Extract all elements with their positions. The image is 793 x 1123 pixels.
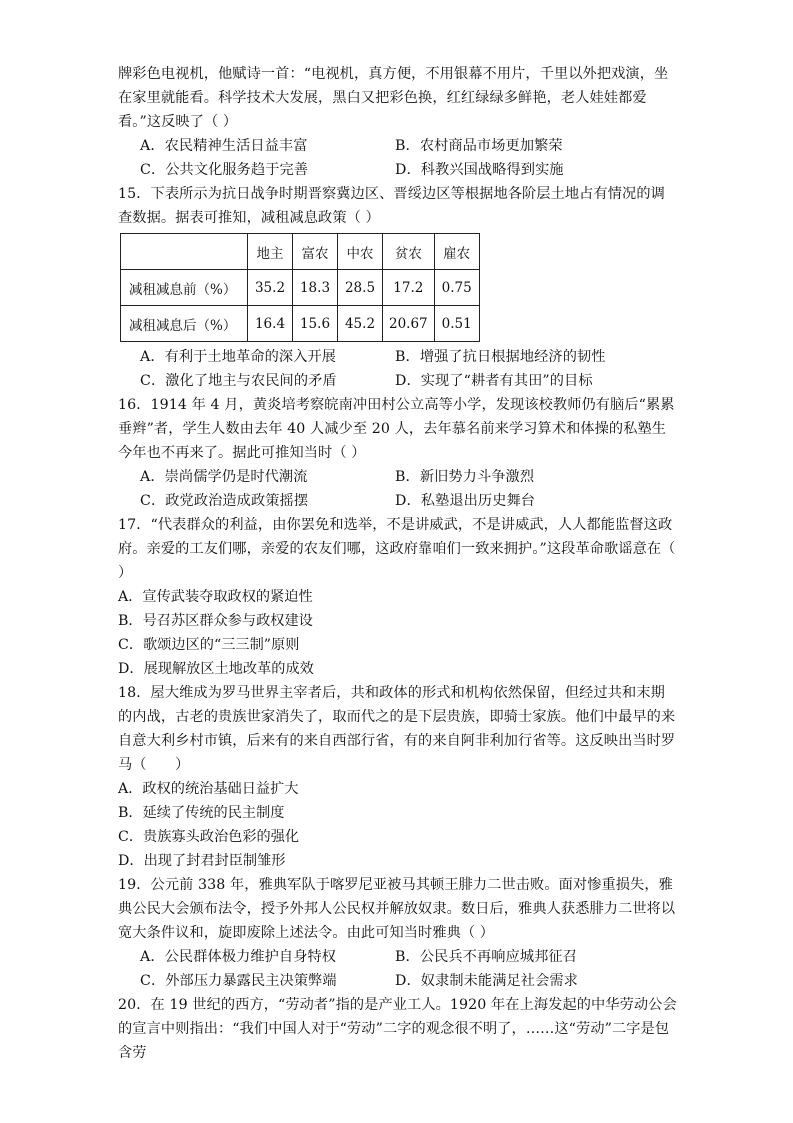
table-cell: 减租减息前（%）: [121, 270, 248, 306]
q16-option-b[interactable]: B．新旧势力斗争激烈: [395, 469, 535, 485]
q18-option-b[interactable]: B．延续了传统的民主制度: [118, 805, 285, 821]
q16-option-a[interactable]: A．崇尚儒学仍是时代潮流: [140, 469, 308, 485]
table-cell: 减租减息后（%）: [121, 306, 248, 342]
q14-option-a[interactable]: A．农民精神生活日益丰富: [140, 138, 308, 154]
table-cell: 45.2: [338, 306, 383, 342]
table-cell: 35.2: [248, 270, 293, 306]
table-cell: 28.5: [338, 270, 383, 306]
table-row: [121, 270, 480, 306]
table-header-cell: 中农: [338, 234, 383, 270]
table-header-cell: 地主: [248, 234, 293, 270]
q14-option-c[interactable]: C．公共文化服务趋于完善: [140, 162, 309, 178]
q17-option-b[interactable]: B．号召苏区群众参与政权建设: [118, 613, 313, 629]
q15-stem: 15．下表所示为抗日战争时期晋察冀边区、晋绥边区等根据地各阶层土地占有情况的调查数据。据表可推知，减租减息政策（ ）: [118, 186, 665, 226]
q14-options: [140, 134, 678, 182]
table-header-cell: 贫农: [383, 234, 435, 270]
q16-options: [140, 465, 678, 513]
q14-option-d[interactable]: D．科教兴国战略得到实施: [395, 162, 564, 178]
q16-stem: 16．1914 年 4 月，黄炎培考察皖南冲田村公立高等小学，发现该校教师仍有脑后“累累垂辫”者，学生人数由去年 40 人减少至 20 人，去年慕名前来学习算术和体操的私塾生今年也不再来了。据此可推知当时（ ）: [118, 397, 675, 461]
table-cell: 0.75: [434, 270, 479, 306]
q19-options: [140, 945, 678, 993]
q19-option-d[interactable]: D．奴隶制未能满足社会需求: [395, 973, 578, 989]
table-cell: 18.3: [293, 270, 338, 306]
q17-option-a[interactable]: A．宣传武装夺取政权的紧迫性: [118, 589, 313, 605]
table-cell: 16.4: [248, 306, 293, 342]
q18-option-d[interactable]: D．出现了封君封臣制雏形: [118, 853, 286, 869]
q16-option-c[interactable]: C．政党政治造成政策摇摆: [140, 493, 309, 509]
q17-option-c[interactable]: C．歌颂边区的“三三制”原则: [118, 637, 300, 653]
q17-option-d[interactable]: D．展现解放区土地改革的成效: [118, 661, 314, 677]
q18-option-a[interactable]: A．政权的统治基础日益扩大: [118, 781, 299, 797]
q19-stem: 19．公元前 338 年，雅典军队于喀罗尼亚被马其顿王腓力二世击败。面对惨重损失，雅典公民大会颁布法令，授予外邦人公民权并解放奴隶。数日后，雅典人获悉腓力二世将以宽大条件议和，旋即废除上述法令。由此可知当时雅典（ ）: [118, 877, 676, 941]
q19-option-b[interactable]: B．公民兵不再响应城邦征召: [395, 949, 577, 965]
q19-option-a[interactable]: A．公民群体极力维护自身特权: [140, 949, 337, 965]
q15-option-b[interactable]: B．增强了抗日根据地经济的韧性: [395, 349, 606, 365]
table-cell: 20.67: [383, 306, 435, 342]
q18-stem: 18．屋大维成为罗马世界主宰者后，共和政体的形式和机构依然保留，但经过共和末期的内战，古老的贵族世家消失了，取而代之的是下层贵族，即骑士家族。他们中最早的来自意大利乡村市镇，后来有的来自西部行省，有的来自阿非利加行省等。这反映出当时罗马（ ）: [118, 685, 676, 773]
q14-option-b[interactable]: B．农村商品市场更加繁荣: [395, 138, 563, 154]
q14-stem: 牌彩色电视机，他赋诗一首：“电视机，真方便，不用银幕不用片，千里以外把戏演，坐在家里就能看。科学技术大发展，黑白又把彩色换，红红绿绿多鲜艳，老人娃娃都爱看。”这反映了（ ）: [118, 66, 669, 130]
q17-stem: 17．“代表群众的利益，由你罢免和选举，不是讲威武，不是讲威武，人人都能监督这政府。亲爱的工友们哪，亲爱的农友们哪，这政府靠咱们一致来拥护。”这段革命歌谣意在（ ）: [118, 517, 676, 581]
table-cell: 0.51: [434, 306, 479, 342]
land-ownership-table: [120, 233, 480, 342]
q15-option-c[interactable]: C．激化了地主与农民间的矛盾: [140, 373, 337, 389]
table-cell: 17.2: [383, 270, 435, 306]
table-header-cell: [121, 234, 248, 270]
table-header-cell: 富农: [293, 234, 338, 270]
table-header-cell: 雇农: [434, 234, 479, 270]
q15-option-a[interactable]: A．有利于土地革命的深入开展: [140, 349, 337, 365]
q15-options: [140, 345, 678, 393]
q18-option-c[interactable]: C．贵族寡头政治色彩的强化: [118, 829, 300, 845]
table-row: [121, 306, 480, 342]
q15-option-d[interactable]: D．实现了“耕者有其田”的目标: [395, 373, 593, 389]
table-header-row: [121, 234, 480, 270]
q20-stem: 20．在 19 世纪的西方，“劳动者”指的是产业工人。1920 年在上海发起的中华劳动公会的宣言中则指出：“我们中国人对于“劳动”二字的观念很不明了，……这“劳动”二字是包含劳: [118, 997, 677, 1061]
table-cell: 15.6: [293, 306, 338, 342]
q19-option-c[interactable]: C．外部压力暴露民主决策弊端: [140, 973, 337, 989]
exam-page: [118, 62, 678, 1065]
q16-option-d[interactable]: D．私塾退出历史舞台: [395, 493, 536, 509]
